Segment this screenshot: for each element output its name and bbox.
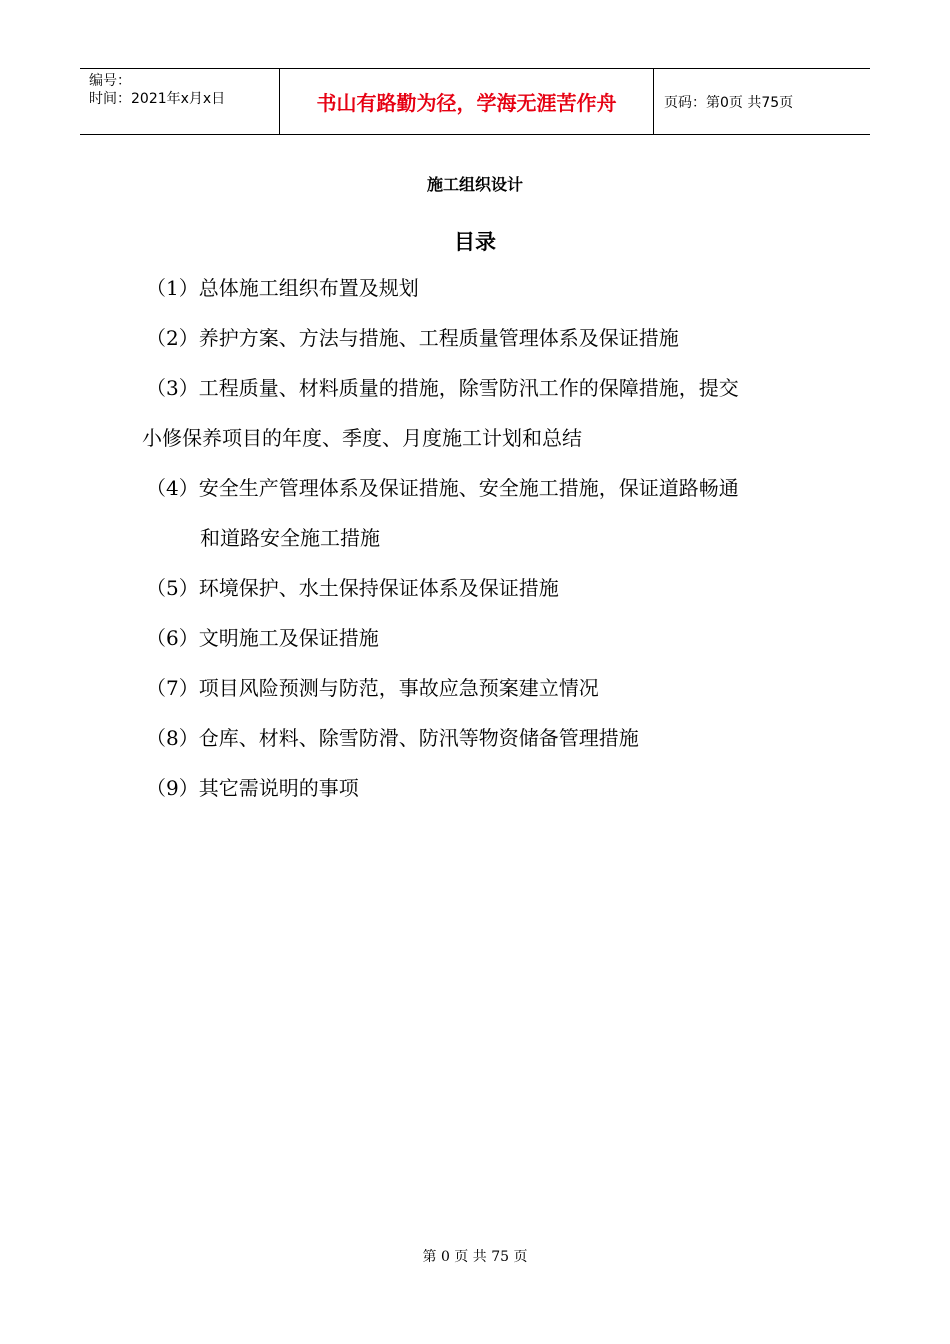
- toc-item-6: （6）文明施工及保证措施: [146, 626, 379, 650]
- toc-item-9: （9）其它需说明的事项: [146, 776, 359, 800]
- time-label: 时间：2021年x月x日: [89, 91, 226, 107]
- toc-item-4: （4）安全生产管理体系及保证措施、安全施工措施，保证道路畅通: [146, 476, 739, 500]
- toc-item-5: （5）环境保护、水土保持保证体系及保证措施: [146, 576, 559, 600]
- page-footer: 第 0 页 共 75 页: [422, 1249, 528, 1265]
- toc-item-2: （2）养护方案、方法与措施、工程质量管理体系及保证措施: [146, 326, 679, 350]
- header-meta-cell: [80, 69, 280, 134]
- toc-item-4-continued: 和道路安全施工措施: [200, 526, 380, 550]
- table-of-contents: [142, 270, 816, 820]
- toc-item-7: （7）项目风险预测与防范，事故应急预案建立情况: [146, 676, 599, 700]
- document-title: 施工组织设计: [426, 175, 523, 194]
- toc-title: 目录: [454, 230, 496, 254]
- toc-item-1: （1）总体施工组织布置及规划: [146, 276, 419, 300]
- toc-item-3: （3）工程质量、材料质量的措施，除雪防汛工作的保障措施，提交: [146, 376, 739, 400]
- toc-item-8: （8）仓库、材料、除雪防滑、防汛等物资储备管理措施: [146, 726, 639, 750]
- number-label: 编号：: [89, 73, 131, 89]
- header-page-info: 页码：第0页 共75页: [664, 94, 794, 111]
- header-motto: 书山有路勤为径，学海无涯苦作舟: [280, 69, 654, 134]
- toc-item-3-continued: 小修保养项目的年度、季度、月度施工计划和总结: [142, 426, 582, 450]
- page-header: [80, 68, 870, 135]
